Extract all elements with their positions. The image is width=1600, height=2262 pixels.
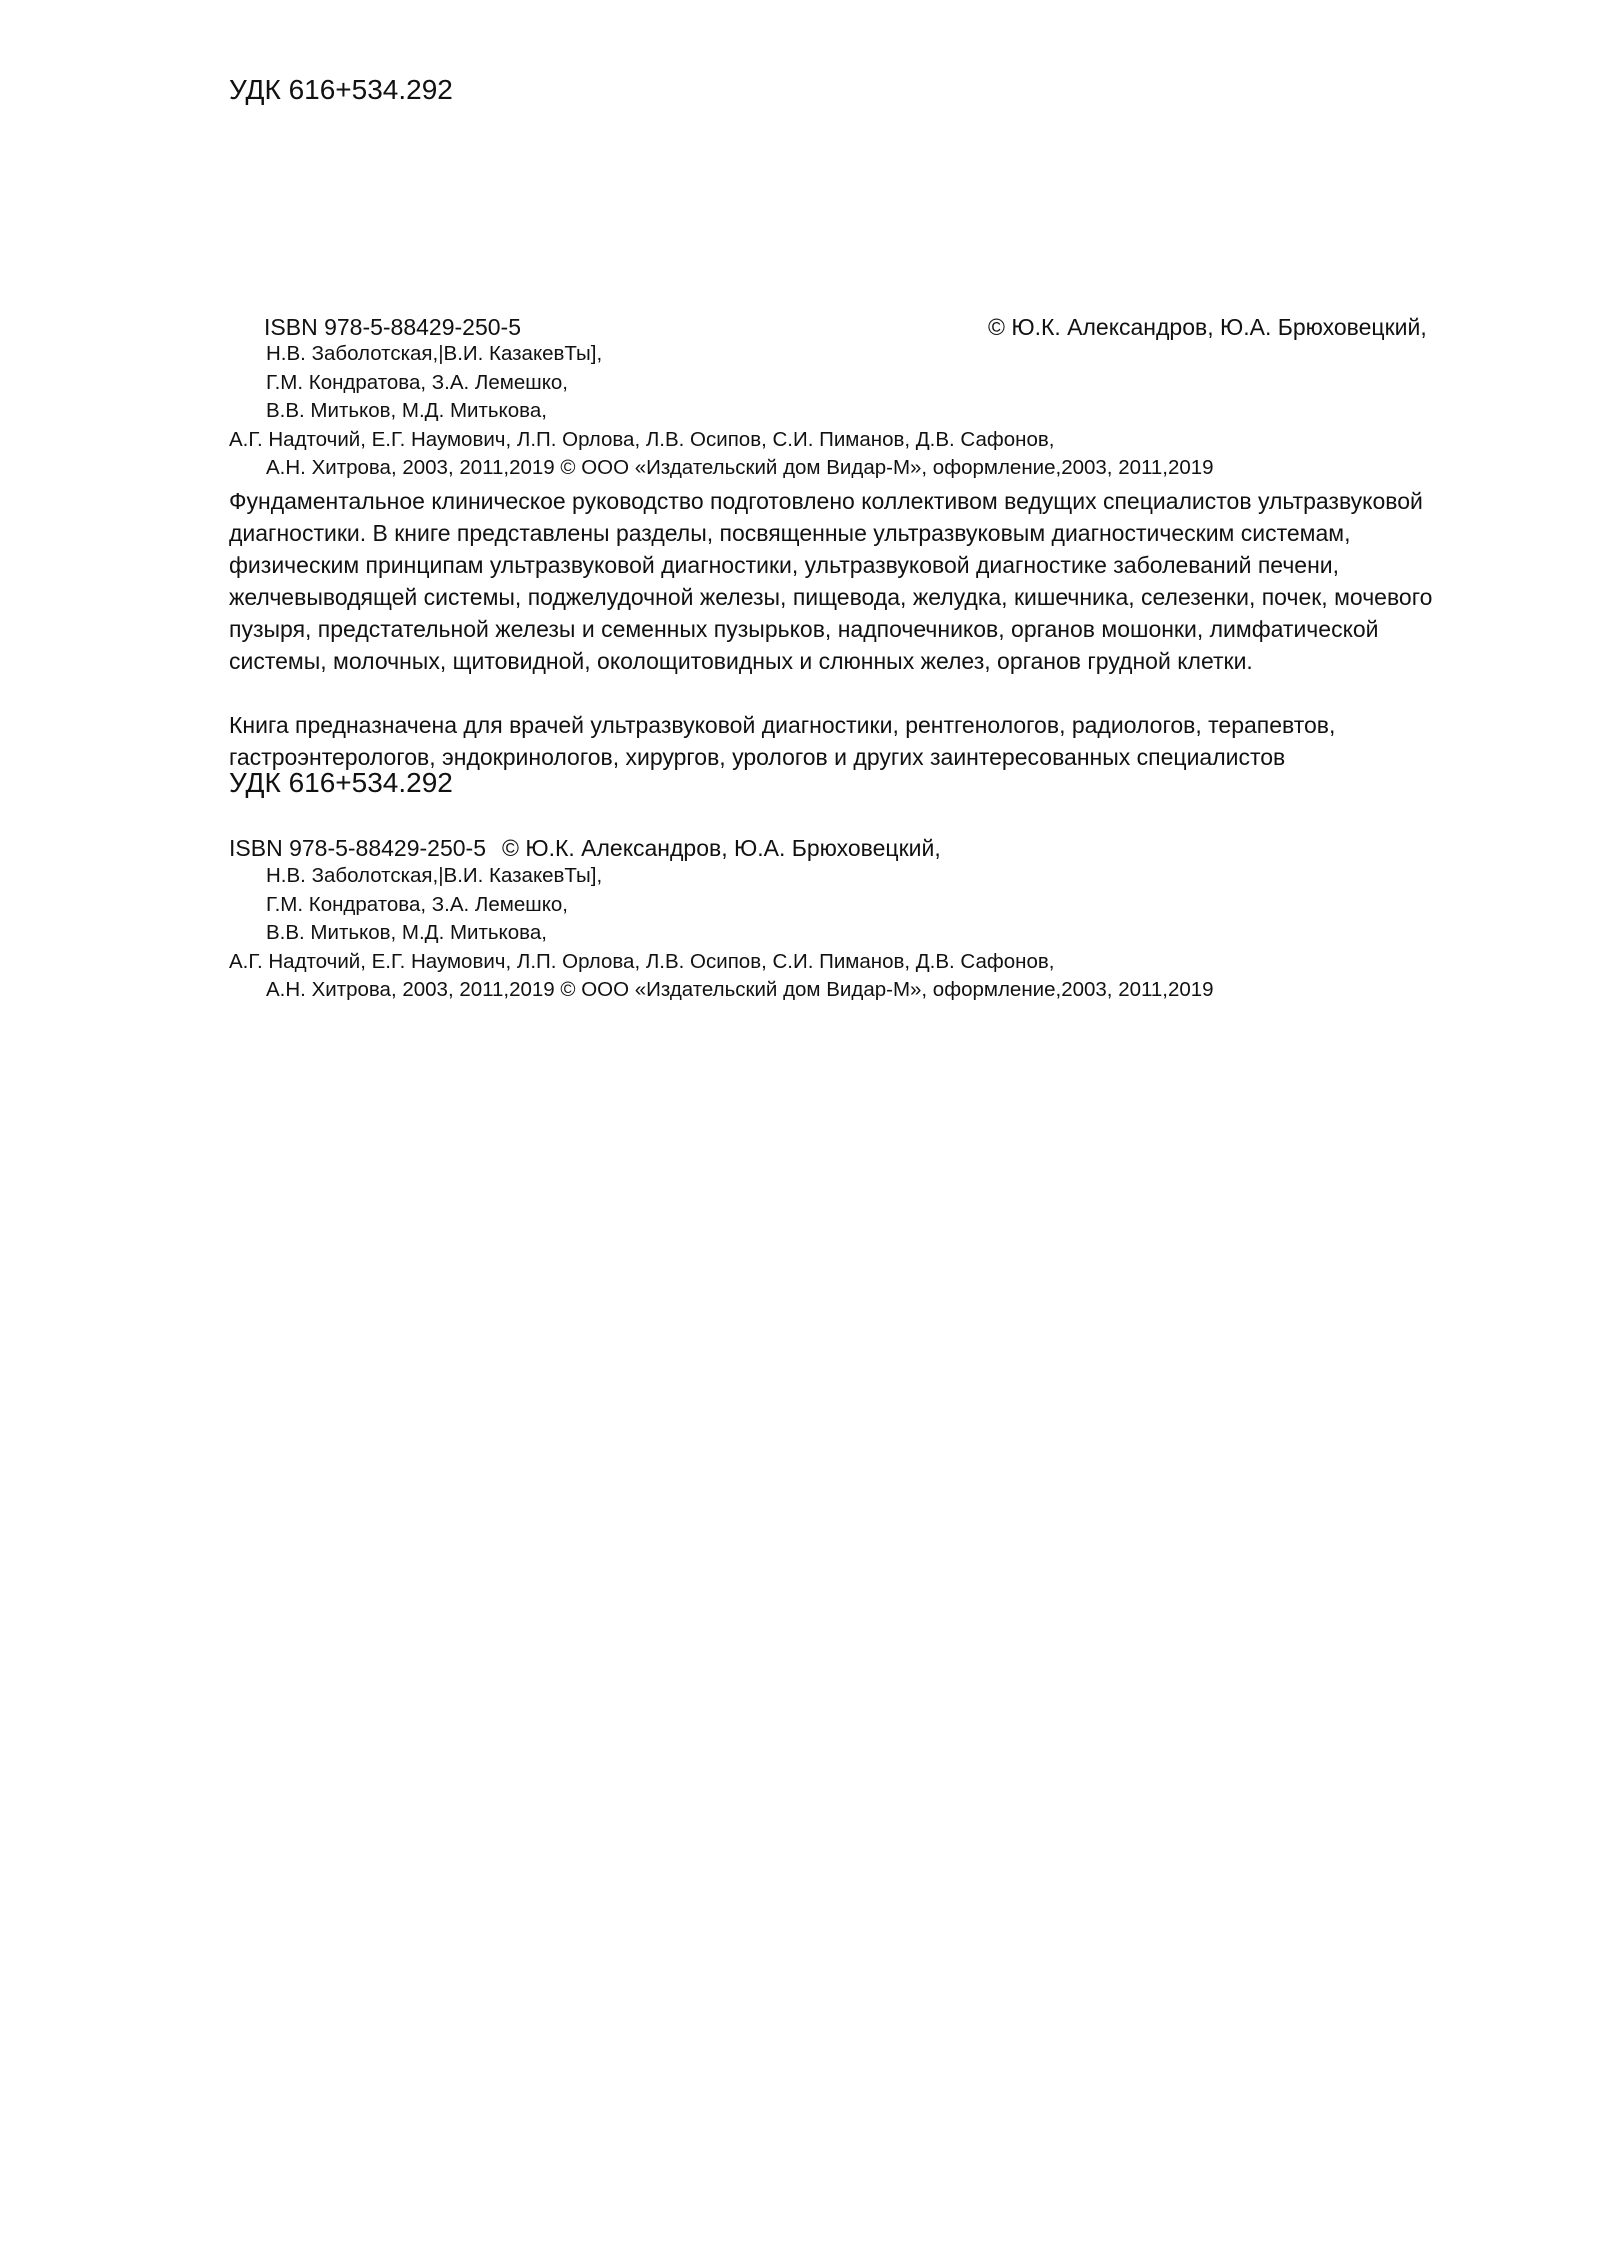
authors-line: Н.В. Заболотская,|В.И. КазакевТы], bbox=[266, 342, 603, 365]
authors-line: А.Н. Хитрова, 2003, 2011,2019 © ООО «Издательский дом Видар-М», оформление,2003, 2011,2019 bbox=[266, 978, 1214, 1001]
annotation-line: желчевыводящей системы, поджелудочной железы, пищевода, желудка, кишечника, селезенки, почек, мочевого bbox=[229, 584, 1433, 610]
paragraph-gap bbox=[229, 677, 1529, 709]
annotation-line: Фундаментальное клиническое руководство подготовлено коллективом ведущих специалистов ультразвуковой bbox=[229, 488, 1423, 514]
purpose-line: гастроэнтерологов, эндокринологов, хирургов, урологов и других заинтересованных специалистов bbox=[229, 744, 1286, 770]
annotation-line: пузыря, предстательной железы и семенных пузырьков, надпочечников, органов мошонки, лимфатической bbox=[229, 616, 1379, 642]
authors-line: Г.М. Кондратова, З.А. Лемешко, bbox=[266, 370, 568, 394]
authors-line: Г.М. Кондратова, З.А. Лемешко, bbox=[266, 892, 568, 916]
authors-line: В.В. Митьков, М.Д. Митькова, bbox=[266, 399, 547, 422]
udk-code: УДК 616+534.292 bbox=[229, 767, 453, 798]
copyright-line: © Ю.К. Александров, Ю.А. Брюховецкий, bbox=[502, 835, 941, 861]
authors-line: А.Н. Хитрова, 2003, 2011,2019 © ООО «Издательский дом Видар-М», оформление,2003, 2011,2019 bbox=[266, 456, 1214, 479]
annotation-line: диагностики. В книге представлены разделы, посвященные ультразвуковым диагностическим системам, bbox=[229, 520, 1351, 546]
authors-line: А.Г. Надточий, Е.Г. Наумович, Л.П. Орлова, Л.В. Осипов, С.И. Пиманов, Д.В. Сафонов, bbox=[229, 427, 1055, 451]
isbn: ISBN 978-5-88429-250-5 bbox=[264, 314, 521, 340]
annotation-text bbox=[229, 485, 1529, 773]
purpose-line: Книга предназначена для врачей ультразвуковой диагностики, рентгенологов, радиологов, терапевтов, bbox=[229, 712, 1336, 738]
authors-line: А.Г. Надточий, Е.Г. Наумович, Л.П. Орлова, Л.В. Осипов, С.И. Пиманов, Д.В. Сафонов, bbox=[229, 949, 1055, 973]
copyright-line: © Ю.К. Александров, Ю.А. Брюховецкий, bbox=[988, 314, 1427, 340]
authors-line: В.В. Митьков, М.Д. Митькова, bbox=[266, 921, 547, 944]
isbn-copyright-row bbox=[229, 834, 941, 862]
authors-line: Н.В. Заболотская,|В.И. КазакевТы], bbox=[266, 864, 603, 887]
authors-list bbox=[229, 862, 1214, 1005]
authors-list bbox=[229, 340, 1214, 483]
udk-code: УДК 616+534.292 bbox=[229, 74, 453, 105]
annotation-line: физическим принципам ультразвуковой диагностики, ультразвуковой диагностике заболеваний печени, bbox=[229, 552, 1340, 578]
isbn: ISBN 978-5-88429-250-5 bbox=[229, 835, 486, 861]
annotation-line: системы, молочных, щитовидной, околощитовидных и слюнных желез, органов грудной клетки. bbox=[229, 648, 1253, 674]
